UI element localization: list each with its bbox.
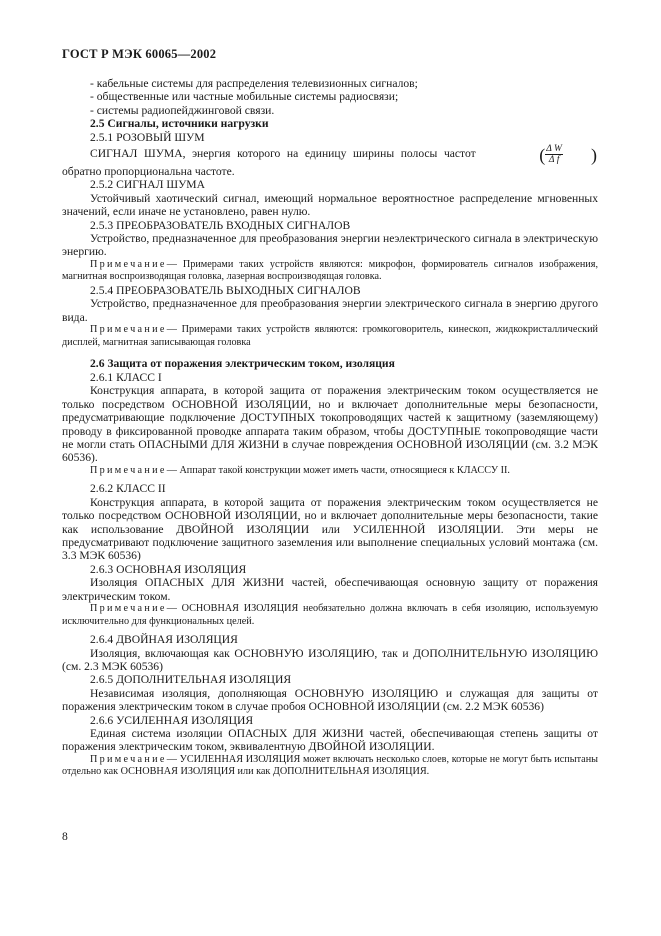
fraction-numerator: Δ W bbox=[546, 144, 562, 155]
term-heading: 2.6.1 КЛАСС I bbox=[90, 370, 162, 384]
body-paragraph: Конструкция аппарата, в которой защита от поражения электрическим током осуществляется не только посредством ОСНОВНОЙ ИЗОЛЯЦИИ, но и включает дополнительные меры безопасности, такие как использование ДВОЙНОЙ ИЗОЛЯЦИИ или УСИЛЕННОЙ ИЗОЛЯЦИИ. Эти меры не предусматривают подключение защитного заземления или выполнение специальных условий монтажа (см. 3.3 МЭК 60536) bbox=[62, 495, 598, 563]
document-body bbox=[62, 77, 598, 779]
note-label: Примечание bbox=[90, 602, 167, 614]
formula-text-after: обратно пропорциональна частоте. bbox=[62, 165, 235, 179]
body-paragraph: Устройство, предназначенное для преобразования энергии неэлектрического сигнала в электрическую энергию. bbox=[62, 232, 598, 259]
body-paragraph: Независимая изоляция, дополняющая ОСНОВНУЮ ИЗОЛЯЦИЮ и служащая для защиты от поражения электрическим током в случае пробоя ОСНОВНОЙ ИЗОЛЯЦИИ (см. 2.2 МЭК 60536) bbox=[62, 686, 598, 714]
note-paragraph bbox=[62, 603, 598, 628]
note-label: Примечание bbox=[90, 324, 167, 336]
note-label: Примечание bbox=[90, 464, 167, 476]
fraction-formula: ( $\frac{\text{Δ W}}{\text{Δ f}}$ ) bbox=[539, 144, 597, 166]
note-paragraph bbox=[62, 754, 598, 779]
term-heading: 2.6.5 ДОПОЛНИТЕЛЬНАЯ ИЗОЛЯЦИЯ bbox=[90, 673, 292, 687]
note-label: Примечание bbox=[90, 753, 167, 765]
term-heading: 2.5.2 СИГНАЛ ШУМА bbox=[90, 178, 205, 192]
formula-paragraph bbox=[62, 144, 598, 178]
body-paragraph: Единая система изоляции ОПАСНЫХ ДЛЯ ЖИЗНИ частей, обеспечивающая степень защиты от поражения электрическим током, эквивалентную ДВОЙНОЙ ИЗОЛЯЦИИ. bbox=[62, 727, 598, 754]
term-heading: 2.6.2 КЛАСС II bbox=[90, 482, 166, 496]
note-paragraph bbox=[62, 465, 598, 478]
formula-text-before: СИГНАЛ ШУМА, энергия которого на единицу ширины полосы частот bbox=[90, 147, 476, 161]
page-header: ГОСТ Р МЭК 60065—2002 bbox=[62, 47, 217, 61]
section-heading: 2.5 Сигналы, источники нагрузки bbox=[90, 117, 269, 131]
body-paragraph: Изоляция ОПАСНЫХ ДЛЯ ЖИЗНИ частей, обеспечивающая основную защиту от поражения электрическим током. bbox=[62, 576, 598, 603]
note-text: — Примерами таких устройств являются: микрофон, формирователь сигналов изображения, магнитная воспроизводящая головка, лазерная воспроизводящая головка. bbox=[62, 258, 598, 283]
body-paragraph: - системы радиопейджинговой связи. bbox=[90, 103, 275, 117]
term-heading: 2.6.3 ОСНОВНАЯ ИЗОЛЯЦИЯ bbox=[90, 562, 247, 576]
body-paragraph: - общественные или частные мобильные системы радиосвязи; bbox=[90, 90, 399, 104]
note-text: — ОСНОВНАЯ ИЗОЛЯЦИЯ необязательно должна включать в себя изоляцию, используемую исключительно для функциональных целей. bbox=[62, 602, 598, 627]
page-number: 8 bbox=[62, 830, 68, 843]
term-heading: 2.5.3 ПРЕОБРАЗОВАТЕЛЬ ВХОДНЫХ СИГНАЛОВ bbox=[90, 218, 351, 232]
section-heading: 2.6 Защита от поражения электрическим током, изоляция bbox=[90, 357, 395, 371]
fraction-denominator: Δ f bbox=[548, 155, 560, 166]
note-label: Примечание bbox=[90, 258, 167, 270]
term-heading: 2.6.6 УСИЛЕННАЯ ИЗОЛЯЦИЯ bbox=[90, 713, 254, 727]
body-paragraph: Устойчивый хаотический сигнал, имеющий нормальное вероятностное распределение мгновенных значений, если иначе не установлено, равен нулю. bbox=[62, 191, 598, 219]
body-paragraph: Изоляция, включающая как ОСНОВНУЮ ИЗОЛЯЦИЮ, так и ДОПОЛНИТЕЛЬНУЮ ИЗОЛЯЦИЮ (см. 2.3 МЭК 60536) bbox=[62, 646, 598, 673]
body-paragraph: - кабельные системы для распределения телевизионных сигналов; bbox=[90, 77, 418, 90]
body-paragraph: Конструкция аппарата, в которой защита от поражения электрическим током осуществляется не только посредством ОСНОВНОЙ ИЗОЛЯЦИИ, но и включает дополнительные меры безопасности, предусматривающие подключение ДОСТУПНЫХ токопроводящих частей к защитному (заземляющему) проводу в фиксированной проводке аппарата таким образом, чтобы ДОСТУПНЫЕ токопроводящие части не могли стать ОПАСНЫМИ ДЛЯ ЖИЗНИ в случае повреждения ОСНОВНОЙ ИЗОЛЯЦИИ (см. 3.2 МЭК 60536). bbox=[62, 384, 598, 465]
note-text: — Примерами таких устройств являются: громкоговоритель, кинескоп, жидкокристаллический дисплей, магнитная записывающая головка bbox=[62, 324, 598, 348]
note-paragraph bbox=[62, 324, 598, 349]
term-heading: 2.6.4 ДВОЙНАЯ ИЗОЛЯЦИЯ bbox=[90, 633, 238, 647]
body-paragraph: Устройство, предназначенное для преобразования энергии электрического сигнала в энергию другого вида. bbox=[62, 297, 598, 324]
term-heading: 2.5.1 РОЗОВЫЙ ШУМ bbox=[90, 130, 205, 144]
term-heading: 2.5.4 ПРЕОБРАЗОВАТЕЛЬ ВЫХОДНЫХ СИГНАЛОВ bbox=[90, 284, 361, 298]
note-text: — УСИЛЕННАЯ ИЗОЛЯЦИЯ может включать несколько слоев, которые не могут быть испытаны отдельно как ОСНОВНАЯ ИЗОЛЯЦИЯ или как ДОПОЛНИТЕЛЬНАЯ ИЗОЛЯЦИЯ. bbox=[62, 753, 598, 778]
note-paragraph bbox=[62, 259, 598, 284]
note-text: — Аппарат такой конструкции может иметь части, относящиеся к КЛАССУ II. bbox=[166, 464, 510, 476]
